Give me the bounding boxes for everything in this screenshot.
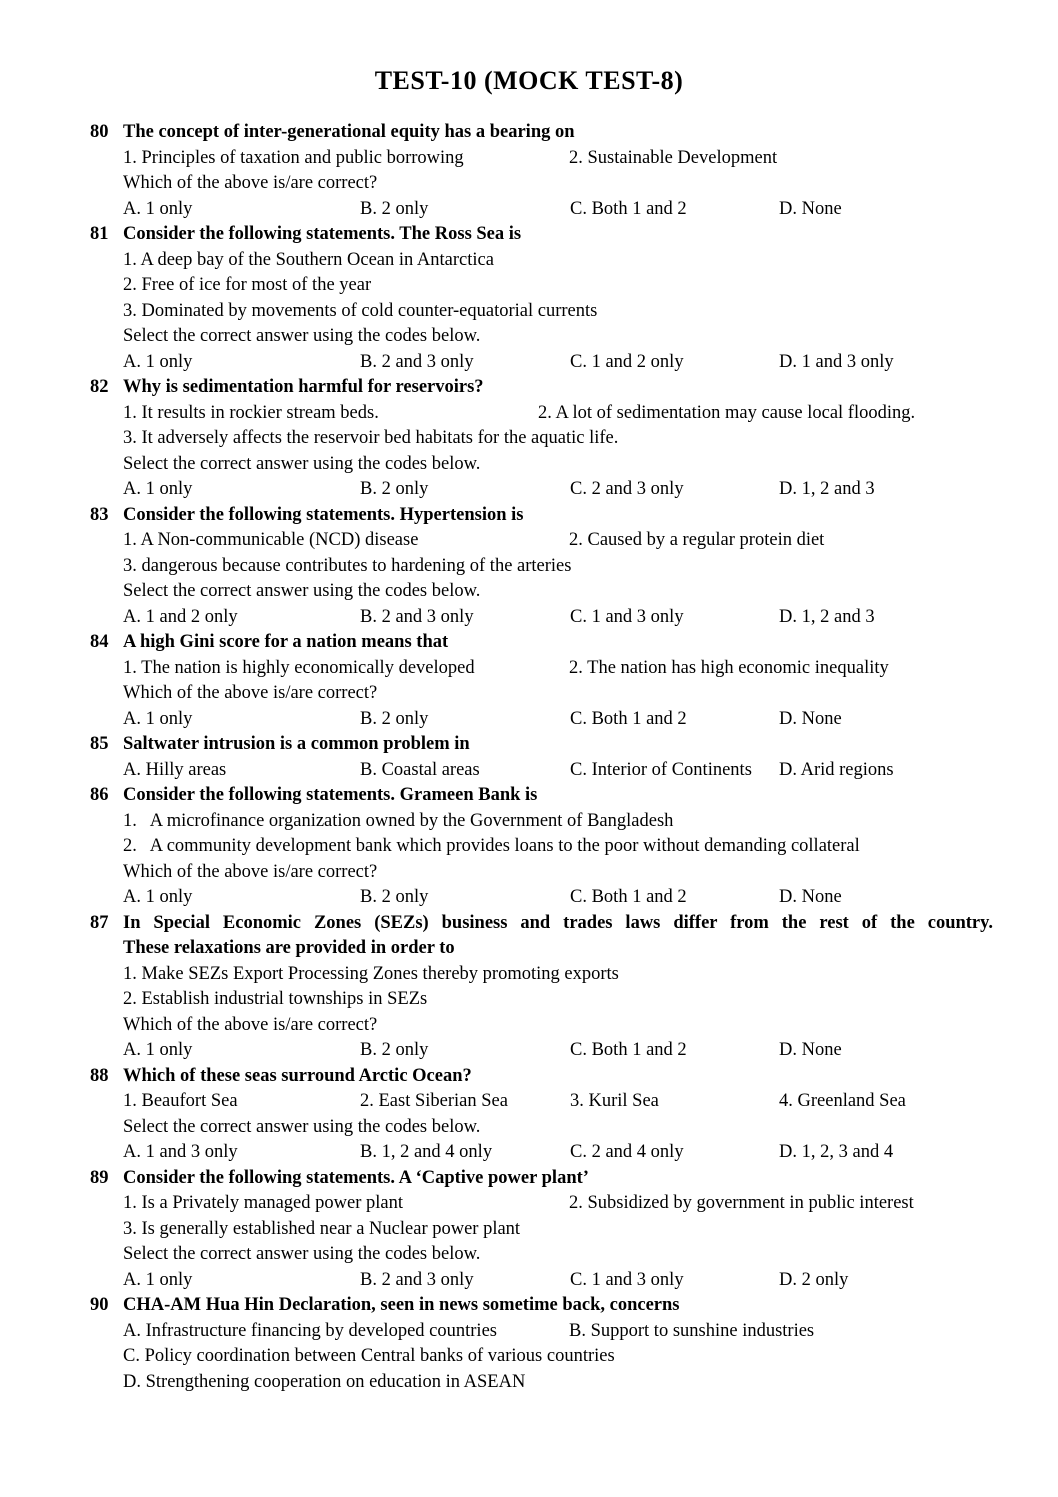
text-cell: D. None (779, 887, 842, 907)
text-cell: B. 1, 2 and 4 only (360, 1142, 493, 1162)
question (90, 1166, 993, 1294)
text-cell: C. Both 1 and 2 (570, 708, 687, 729)
question-line (123, 324, 993, 350)
question-text: Consider the following statements. The Ross Sea is (123, 224, 522, 244)
text-cell: A. 1 only (123, 351, 193, 372)
text-cell: 2. Free of ice for most of the year (123, 275, 372, 295)
text-cell: A. 1 only (123, 198, 193, 219)
text-cell: D. None (779, 708, 842, 729)
question-line (123, 860, 993, 886)
text-cell: Which of the above is/are correct? (123, 861, 378, 882)
question-line (123, 962, 993, 988)
text-cell: B. Coastal areas (360, 759, 480, 780)
text-cell: 3. dangerous because contributes to hardening of the arteries (123, 555, 572, 576)
question-number: 87 (90, 912, 109, 933)
text-cell: B. 2 only (360, 198, 429, 219)
text-cell: Select the correct answer using the codes below. (123, 1116, 481, 1137)
text-cell: D. 1, 2 and 3 (779, 479, 875, 499)
text-cell: 1. Beaufort Sea (123, 1091, 238, 1111)
text-cell: B. 2 and 3 only (360, 606, 474, 627)
text-cell: 1. A microfinance organization owned by the Government of Bangladesh (123, 810, 674, 831)
text-cell: A. 1 and 2 only (123, 606, 238, 627)
text-cell: C. Both 1 and 2 (570, 887, 687, 907)
question-line (123, 1191, 993, 1217)
text-cell: B. 2 only (360, 479, 429, 499)
text-cell: 3. Dominated by movements of cold counter-equatorial currents (123, 300, 598, 321)
question-line (123, 273, 993, 299)
text-cell: C. 2 and 4 only (570, 1142, 684, 1162)
text-cell: 3. It adversely affects the reservoir bed habitats for the aquatic life. (123, 428, 619, 448)
text-cell: 2. Sustainable Development (569, 147, 778, 168)
question-line (123, 554, 993, 580)
text-cell: 2. East Siberian Sea (360, 1091, 508, 1111)
question-text: Saltwater intrusion is a common problem in (123, 734, 470, 754)
text-cell: Select the correct answer using the codes below. (123, 453, 481, 474)
question-text: In Special Economic Zones (SEZs) business and trades laws differ from the rest of the country. (123, 912, 993, 933)
question-line (123, 146, 993, 172)
text-cell: A. 1 only (123, 708, 193, 729)
text-cell: Which of the above is/are correct? (123, 1014, 378, 1035)
text-cell: Select the correct answer using the codes below. (123, 326, 481, 346)
question (90, 783, 993, 911)
question-line (123, 681, 993, 707)
question-number: 80 (90, 122, 109, 142)
text-cell: B. 2 only (360, 1040, 429, 1060)
questions (90, 120, 993, 1395)
question-number: 83 (90, 504, 109, 525)
text-cell: C. 1 and 3 only (570, 606, 684, 627)
text-cell: C. Both 1 and 2 (570, 1040, 687, 1060)
question-text: Why is sedimentation harmful for reservoirs? (123, 377, 484, 397)
text-cell: B. Support to sunshine industries (569, 1320, 815, 1341)
question (90, 732, 993, 783)
text-cell: B. 2 only (360, 708, 429, 729)
question-number: 81 (90, 224, 109, 244)
question-line (123, 707, 993, 733)
question-line (123, 426, 993, 452)
text-cell: 3. Kuril Sea (570, 1091, 659, 1111)
question (90, 1064, 993, 1166)
question-line (123, 1038, 993, 1064)
text-cell: 1. Make SEZs Export Processing Zones thereby promoting exports (123, 963, 619, 984)
question-line (123, 477, 993, 503)
text-cell: B. 2 and 3 only (360, 351, 474, 372)
question-number: 84 (90, 632, 109, 652)
question-line (123, 1242, 993, 1268)
text-cell: D. Arid regions (779, 759, 894, 780)
question-line (123, 1115, 993, 1141)
question (90, 630, 993, 732)
question-text: Consider the following statements. A ‘Captive power plant’ (123, 1167, 589, 1188)
question (90, 1293, 993, 1395)
text-cell: C. Both 1 and 2 (570, 198, 687, 219)
question-line (123, 171, 993, 197)
question-line (123, 579, 993, 605)
text-cell: 2. Caused by a regular protein diet (569, 530, 825, 550)
text-cell: C. Interior of Continents (570, 759, 752, 780)
text-cell: Which of the above is/are correct? (123, 683, 378, 703)
text-cell: A. 1 only (123, 1269, 193, 1290)
text-cell: 1. The nation is highly economically developed (123, 657, 475, 678)
question-line (123, 809, 993, 835)
question-line (123, 605, 993, 631)
text-cell: 2. A lot of sedimentation may cause local flooding. (538, 402, 916, 423)
text-cell: 2. Establish industrial townships in SEZs (123, 989, 428, 1009)
question-line (123, 1370, 993, 1396)
question-line (123, 885, 993, 911)
text-cell: 1. A Non-communicable (NCD) disease (123, 530, 419, 550)
text-cell: D. 1, 2 and 3 (779, 606, 875, 627)
question-line (123, 350, 993, 376)
question-text: The concept of inter-generational equity has a bearing on (123, 122, 575, 142)
text-cell: C. 2 and 3 only (570, 479, 684, 499)
text-cell: 2. A community development bank which provides loans to the poor without demanding collateral (123, 836, 860, 856)
question-line (123, 1217, 993, 1243)
text-cell: 1. A deep bay of the Southern Ocean in Antarctica (123, 249, 494, 270)
question-number: 82 (90, 377, 109, 397)
question-line (123, 1319, 993, 1345)
question-text: A high Gini score for a nation means that (123, 632, 449, 652)
question-line (123, 758, 993, 784)
text-cell: C. Policy coordination between Central banks of various countries (123, 1346, 615, 1366)
text-cell: D. Strengthening cooperation on education in ASEAN (123, 1371, 526, 1392)
question-text: Consider the following statements. Grameen Bank is (123, 785, 538, 805)
question-number: 89 (90, 1167, 109, 1188)
question-line (123, 528, 993, 554)
text-cell: A. 1 only (123, 479, 193, 499)
question-number: 90 (90, 1295, 109, 1315)
text-cell: B. 2 and 3 only (360, 1269, 474, 1290)
text-cell: 2. The nation has high economic inequality (569, 657, 889, 678)
question (90, 503, 993, 631)
question-line (123, 401, 993, 427)
text-cell: D. None (779, 1040, 842, 1060)
question (90, 222, 993, 375)
question-line (123, 834, 993, 860)
text-cell: 1. Principles of taxation and public borrowing (123, 147, 464, 168)
question-line (123, 299, 993, 325)
text-cell: A. Infrastructure financing by developed countries (123, 1320, 497, 1341)
question-text: CHA-AM Hua Hin Declaration, seen in news sometime back, concerns (123, 1295, 680, 1315)
text-cell: Select the correct answer using the codes below. (123, 1244, 481, 1264)
question-text: Consider the following statements. Hypertension is (123, 504, 524, 525)
text-cell: 1. It results in rockier stream beds. (123, 402, 379, 423)
question-line (123, 1089, 993, 1115)
question-text: Which of these seas surround Arctic Ocean? (123, 1065, 472, 1086)
question-line (123, 1013, 993, 1039)
text-cell: C. 1 and 2 only (570, 351, 684, 372)
text-cell: 2. Subsidized by government in public interest (569, 1193, 914, 1213)
question-line (123, 1344, 993, 1370)
question-line (123, 248, 993, 274)
text-cell: 1. Is a Privately managed power plant (123, 1193, 403, 1213)
text-cell: 3. Is generally established near a Nuclear power plant (123, 1218, 521, 1239)
text-cell: A. 1 only (123, 887, 193, 907)
question-text: These relaxations are provided in order to (123, 938, 455, 958)
question-number: 88 (90, 1065, 109, 1086)
question (90, 911, 993, 1064)
text-cell: D. 2 only (779, 1269, 849, 1290)
question-line (123, 1268, 993, 1294)
page-title: TEST-10 (MOCK TEST-8) (374, 66, 684, 95)
question-line (123, 197, 993, 223)
text-cell: Select the correct answer using the codes below. (123, 581, 481, 601)
text-cell: A. 1 and 3 only (123, 1142, 238, 1162)
text-cell: B. 2 only (360, 887, 429, 907)
text-cell: D. 1 and 3 only (779, 351, 894, 372)
question (90, 120, 993, 222)
text-cell: A. Hilly areas (123, 759, 227, 780)
question-line (123, 987, 993, 1013)
text-cell: 4. Greenland Sea (779, 1091, 906, 1111)
question-line (123, 656, 993, 682)
text-cell: D. 1, 2, 3 and 4 (779, 1142, 894, 1162)
question-number: 86 (90, 785, 109, 805)
question-number: 85 (90, 734, 109, 754)
text-cell: C. 1 and 3 only (570, 1269, 684, 1290)
text-cell: Which of the above is/are correct? (123, 173, 378, 193)
question-line (123, 452, 993, 478)
text-cell: A. 1 only (123, 1040, 193, 1060)
text-cell: D. None (779, 198, 842, 219)
question-line (123, 1140, 993, 1166)
question (90, 375, 993, 503)
